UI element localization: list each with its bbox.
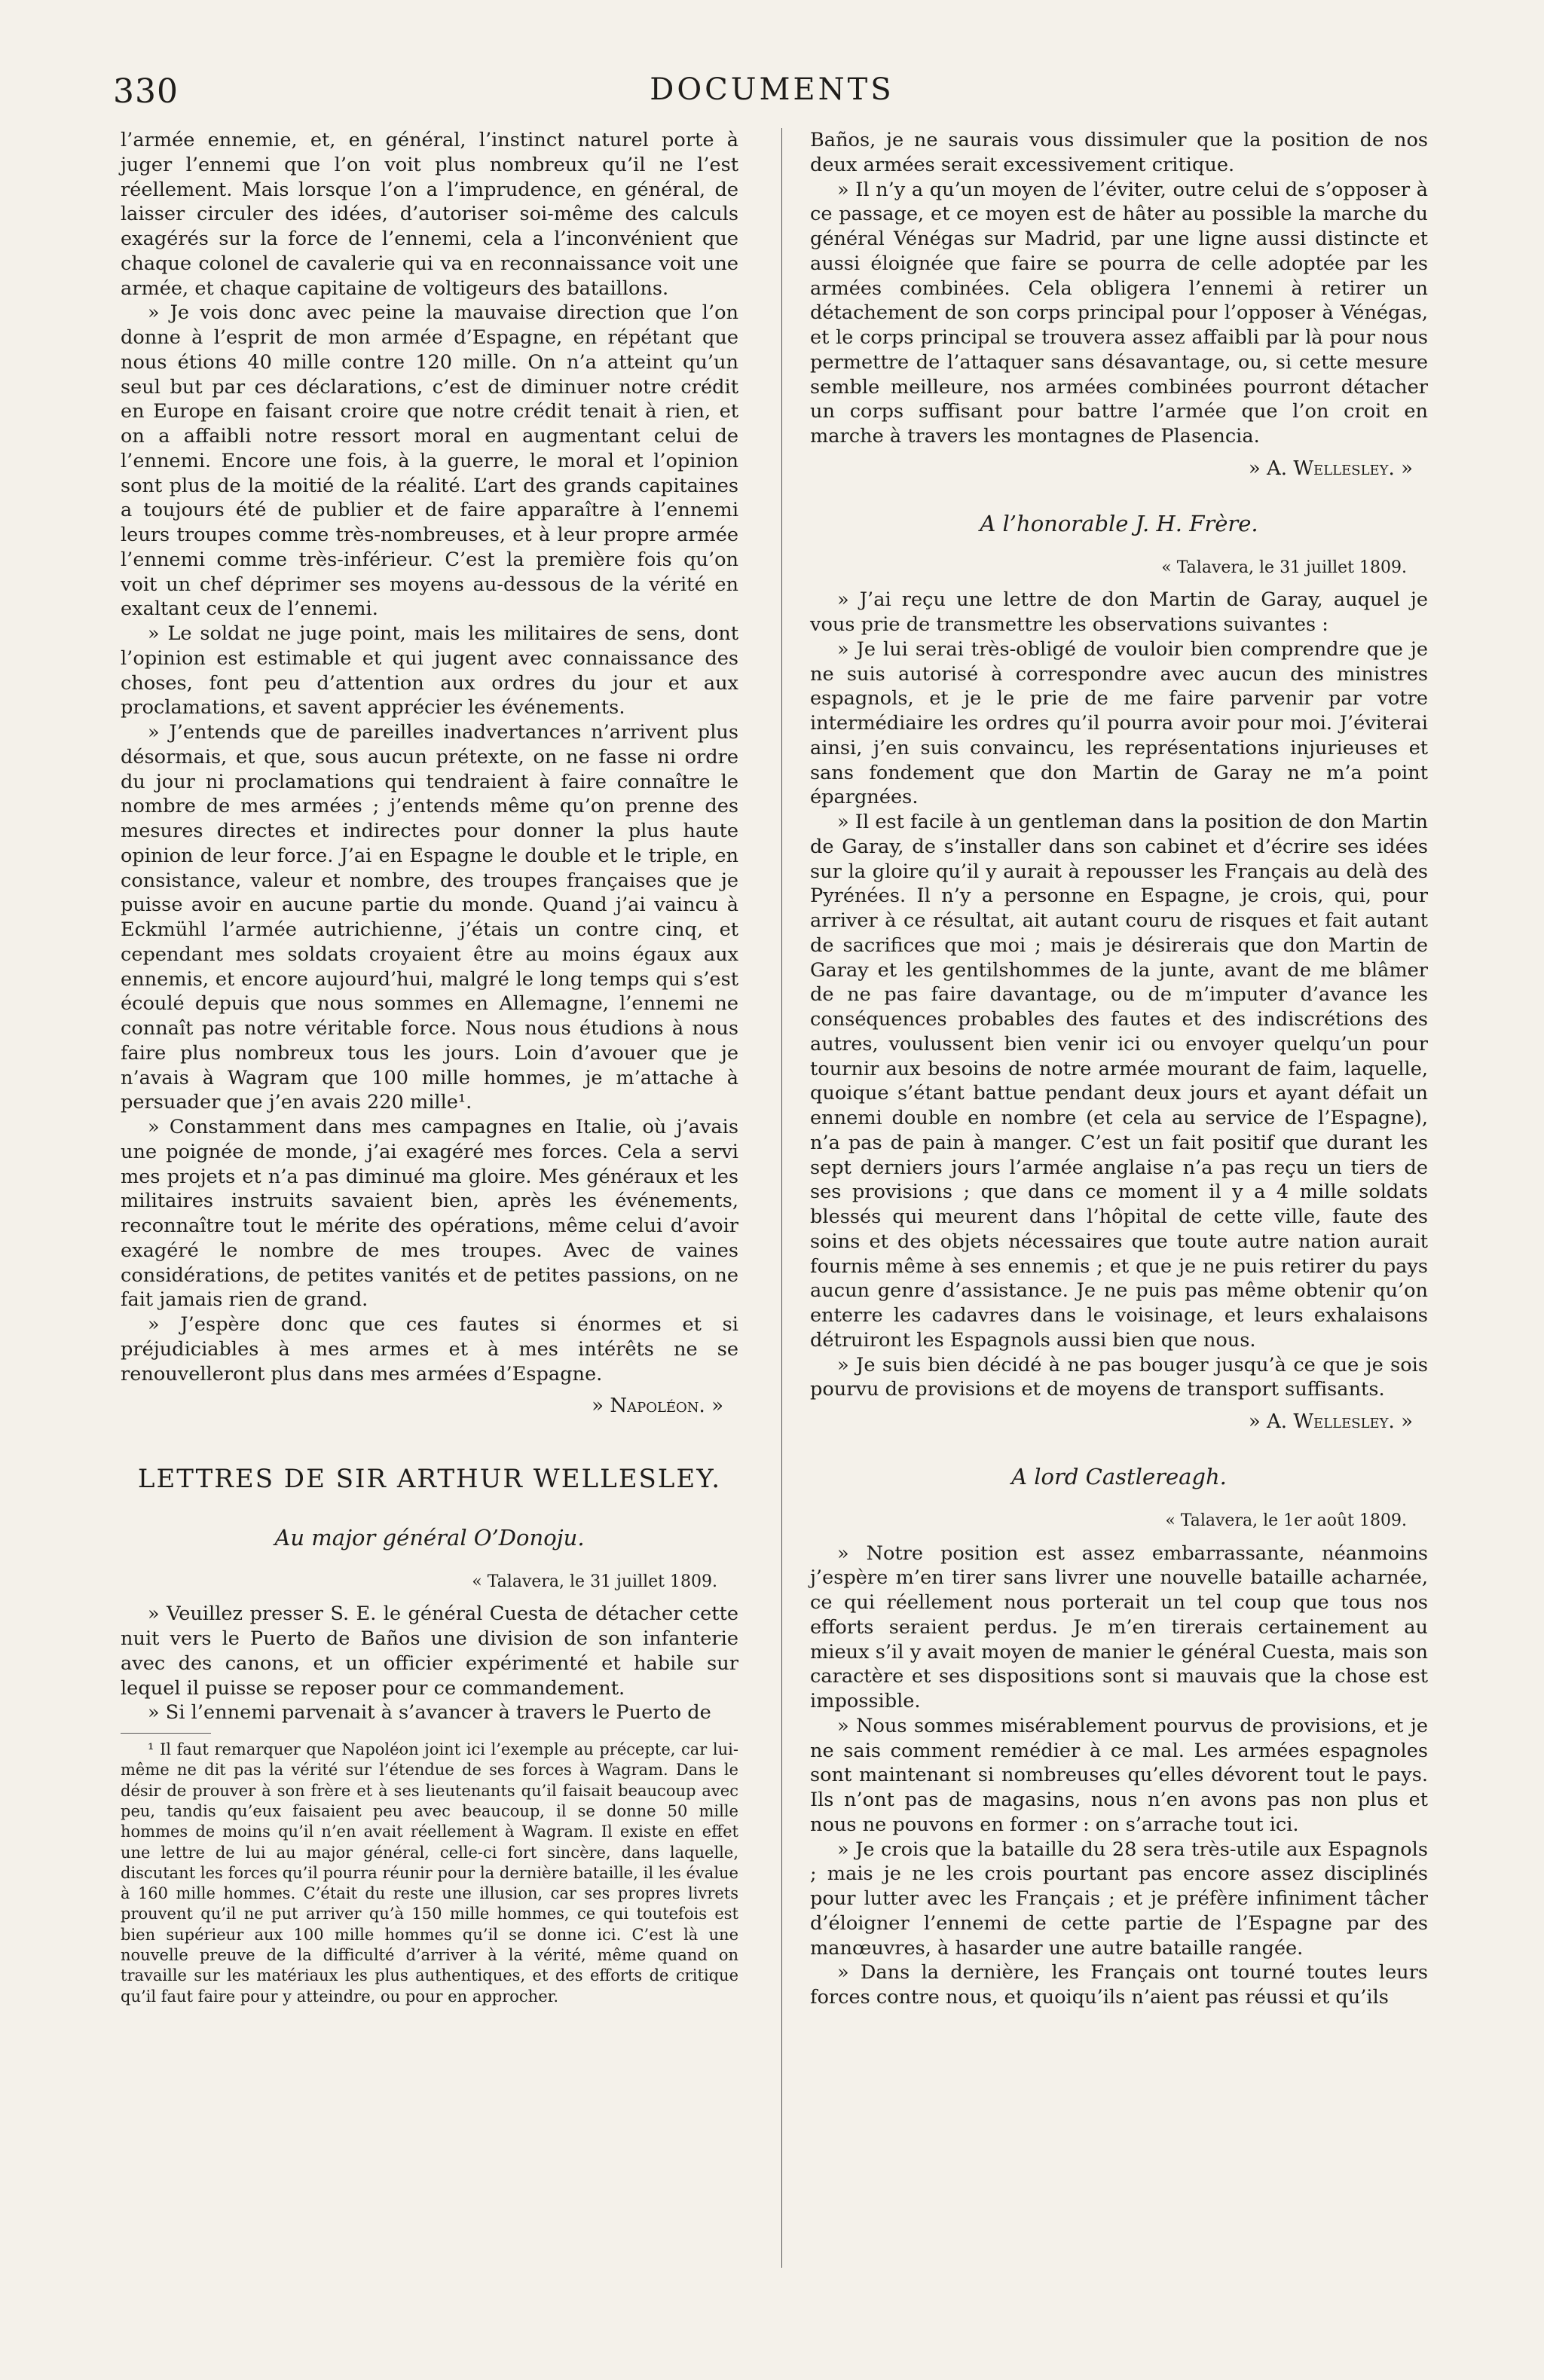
paragraph: » Il est facile à un gentleman dans la position de don Martin de Garay, de s’installer dans son cabinet et d’écrire ses idées sur la gloire qu’il y aurait à repousser les Français au delà des Pyrénées. Il n’y a personne en Espagne, je crois, qui, pour arriver à ce résultat, ait autant couru de risques et fait autant de sacrifices que moi ; mais je désirerais que don Martin de Garay et les gentilshommes de la junte, avant de me blâmer de ne pas faire davantage, ou de m’imputer d’avance les conséquences probables des fautes et des indiscrétions des autres, voulussent bien venir ici ou envoyer quelqu’un pour tournir aux besoins de notre armée mourant de faim, laquelle, quoique s’étant battue pendant deux jours et ayant défait un ennemi double en nombre (et cela au service de l’Espagne), n’a pas de pain à manger. C’est un fait positif que durant les sept derniers jours l’armée anglaise n’a pas reçu un tiers de ses provisions ; que dans ce moment il y a 4 mille soldats blessés qui meurent dans l’hôpital de cette ville, faute des soins et des objets nécessaires que toute autre nation aurait fournis même à ses ennemis ; et que je ne puis retirer du pays aucun genre d’assistance. Je ne puis pas même obtenir qu’on enterre les cadavres dans le voisinage, et leurs exhalaisons détruiront les Espagnols aussi bien que nous. [810, 811, 1428, 1352]
paragraph: » J’espère donc que ces fautes si énormes et si préjudiciables à mes armes et à mes intérêts ne se renouvelleront plus dans mes armées d’Espagne. [121, 1313, 738, 1386]
page-number: 330 [113, 72, 179, 111]
paragraph: » Veuillez presser S. E. le général Cuesta de détacher cette nuit vers le Puerto de Baños une division de son infanterie avec des canons, et un officier expérimenté et habile sur lequel il puisse se reposer pour ce commandement. [121, 1602, 738, 1700]
paragraph: » Dans la dernière, les Français ont tourné toutes leurs forces contre nous, et quoiqu’ils n’aient pas réussi et qu’ils [810, 1961, 1428, 2009]
paragraph: » Constamment dans mes campagnes en Italie, où j’avais une poignée de monde, j’ai exagéré mes forces. Cela a servi mes projets et n’a pas diminué ma gloire. Mes généraux et les militaires instruits savaient bien, après les événements, reconnaître tout le mérite des opérations, même celui d’avoir exagéré le nombre de mes troupes. Avec de vaines considérations, de petites vanités et de petites passions, on ne fait jamais rien de grand. [121, 1116, 738, 1312]
paragraph: » Il n’y a qu’un moyen de l’éviter, outre celui de s’opposer à ce passage, et ce moyen est de hâter au possible la marche du général Vénégas sur Madrid, par une ligne aussi distincte et aussi éloignée que faire se pourra de celle adoptée par les armées combinées. Cela obligera l’ennemi à retirer un détachement de son corps principal pour l’opposer à Vénégas, et le corps principal se trouvera assez affaibli par là pour nous permettre de l’attaquer sans désavantage, ou, si cette mesure semble meilleure, nos armées combinées pourront détacher un corps suffisant pour battre l’armée que l’on croit en marche à travers les montagnes de Plasencia. [810, 178, 1428, 448]
left-column [121, 128, 738, 2007]
signature-wellesley: » A. Wellesley. » [1248, 457, 1413, 480]
letter-dateline: « Talavera, le 1er août 1809. [1165, 1511, 1407, 1531]
paragraph: » Je suis bien décidé à ne pas bouger jusqu’à ce que je sois pourvu de provisions et de moyens de transport suffisants. [810, 1353, 1428, 1401]
paragraph: » J’ai reçu une lettre de don Martin de Garay, auquel je vous prie de transmettre les observations suivantes : [810, 588, 1428, 637]
paragraph: » Le soldat ne juge point, mais les militaires de sens, dont l’opinion est estimable et qui jugent avec connaissance des choses, font peu d’attention aux ordres du jour et aux proclamations, et savent apprécier les événements. [121, 622, 738, 719]
paragraph: » Je crois que la bataille du 28 sera très-utile aux Espagnols ; mais je ne les crois pourtant pas encore assez disciplinés pour lutter avec les Français ; et je préfère infiniment tâcher d’éloigner l’ennemi de cette partie de l’Espagne par des manœuvres, à hasarder une autre bataille rangée. [810, 1838, 1428, 1960]
letter-dateline: « Talavera, le 31 juillet 1809. [472, 1572, 717, 1592]
footnote: ¹ Il faut remarquer que Napoléon joint ici l’exemple au précepte, car lui-même ne dit pas la vérité sur l’étendue de ses forces à Wagram. Dans le désir de prouver à son frère et à ses lieutenants qu’il faisait beaucoup avec peu, tandis qu’eux faisaient peu avec beaucoup, il se donne 50 mille hommes de moins qu’il n’en avait réellement à Wagram. Il existe en effet une lettre de lui au major général, celle-ci fort sincère, dans laquelle, discutant les forces qu’il pourra réunir pour la dernière bataille, il les évalue à 160 mille hommes. C’était du reste une illusion, car ses propres livrets prouvent qu’il ne put arriver qu’à 150 mille hommes, ce qui toutefois est bien supérieur aux 100 mille hommes qu’il se donne ici. C’est là une nouvelle preuve de la difficulté d’arriver à la vérité, même quand on travaille sur les matériaux les plus authentiques, et des efforts de critique qu’il faut faire pour y atteindre, ou pour en approcher. [121, 1740, 738, 2006]
letter-addressee: Au major général O’Donoju. [274, 1525, 585, 1551]
letter-addressee: A l’honorable J. H. Frère. [980, 511, 1258, 537]
paragraph: » Je lui serai très-obligé de vouloir bien comprendre que je ne suis autorisé à correspondre avec aucun des ministres espagnols, et je le prie de me faire parvenir par votre intermédiaire les ordres qu’il pourra avoir pour moi. J’éviterai ainsi, j’en suis convaincu, les représentations injurieuses et sans fondement que don Martin de Garay ne m’a point épargnées. [810, 637, 1428, 809]
signature-napoleon: » Napoléon. » [592, 1395, 723, 1418]
signature-wellesley: » A. Wellesley. » [1248, 1410, 1413, 1434]
paragraph: Baños, je ne saurais vous dissimuler que la position de nos deux armées serait excessivement critique. [810, 129, 1428, 176]
paragraph: » Je vois donc avec peine la mauvaise direction que l’on donne à l’esprit de mon armée d’Espagne, en répétant que nous étions 40 mille contre 120 mille. On n’a atteint qu’un seul but par ces déclarations, c’est de diminuer notre crédit en Europe en faisant croire que notre crédit tenait à rien, et on a affaibli notre ressort moral en augmentant celui de l’ennemi. Encore une fois, à la guerre, le moral et l’opinion sont plus de la moitié de la réalité. L’art des grands capitaines a toujours été de publier et de faire apparaître à l’ennemi leurs troupes comme très-nombreuses, et à leur propre armée l’ennemi comme très-inférieur. C’est la première fois qu’on voit un chef déprimer ses moyens au-dessous de la vérité en exaltant ceux de l’ennemi. [121, 301, 738, 621]
paragraph: » Si l’ennemi parvenait à s’avancer à travers le Puerto de [148, 1701, 711, 1725]
right-column [810, 128, 1428, 2010]
paragraph: » Notre position est assez embarrassante, néanmoins j’espère m’en tirer sans livrer une nouvelle bataille acharnée, ce qui réellement nous porterait un tel coup que tous nos efforts seraient perdus. Je m’en tirerais certainement au mieux s’il y avait moyen de manier le général Cuesta, mais son caractère et ses dispositions sont si mauvais que la chose est impossible. [810, 1541, 1428, 1713]
footnote-rule [121, 1733, 211, 1734]
running-head: DOCUMENTS [650, 72, 894, 107]
paragraph: l’armée ennemie, et, en général, l’instinct naturel porte à juger l’ennemi que l’on voit plus nombreux qu’il ne l’est réellement. Mais lorsque l’on a l’imprudence, en général, de laisser circuler des idées, d’autoriser soi-même des calculs exagérés sur la force de l’ennemi, cela a l’inconvénient que chaque colonel de cavalerie qui va en reconnaissance voit une armée, et chaque capitaine de voltigeurs des bataillons. [121, 129, 738, 300]
letter-dateline: « Talavera, le 31 juillet 1809. [1161, 558, 1407, 578]
section-title: LETTRES DE SIR ARTHUR WELLESLEY. [137, 1463, 722, 1494]
paragraph: » Nous sommes misérablement pourvus de provisions, et je ne sais comment remédier à ce mal. Les armées espagnoles sont maintenant si nombreuses qu’elles dévorent tout le pays. Ils n’ont pas de magasins, nous n’en avons pas non plus et nous ne pouvons en former : on s’arrache tout ici. [810, 1714, 1428, 1836]
paragraph: » J’entends que de pareilles inadvertances n’arrivent plus désormais, et que, sous aucun prétexte, on ne fasse ni ordre du jour ni proclamations qui tendraient à faire connaître le nombre de mes armées ; j’entends même qu’on prenne des mesures directes et indirectes pour donner la plus haute opinion de leur force. J’ai en Espagne le double et le triple, en consistance, valeur et nombre, des troupes françaises que je puisse avoir en aucune partie du monde. Quand j’ai vaincu à Eckmühl l’armée autrichienne, j’étais un contre cinq, et cependant mes soldats croyaient être au moins égaux aux ennemis, et encore aujourd’hui, malgré le long temps qui s’est écoulé depuis que nous sommes en Allemagne, l’ennemi ne connaît pas notre véritable force. Nous nous étudions à nous faire plus nombreux tous les jours. Loin d’avouer que je n’avais à Wagram que 100 mille hommes, je m’attache à persuader que j’en avais 220 mille¹. [121, 721, 738, 1114]
letter-addressee: A lord Castlereagh. [1011, 1464, 1227, 1490]
column-divider [781, 128, 782, 2268]
